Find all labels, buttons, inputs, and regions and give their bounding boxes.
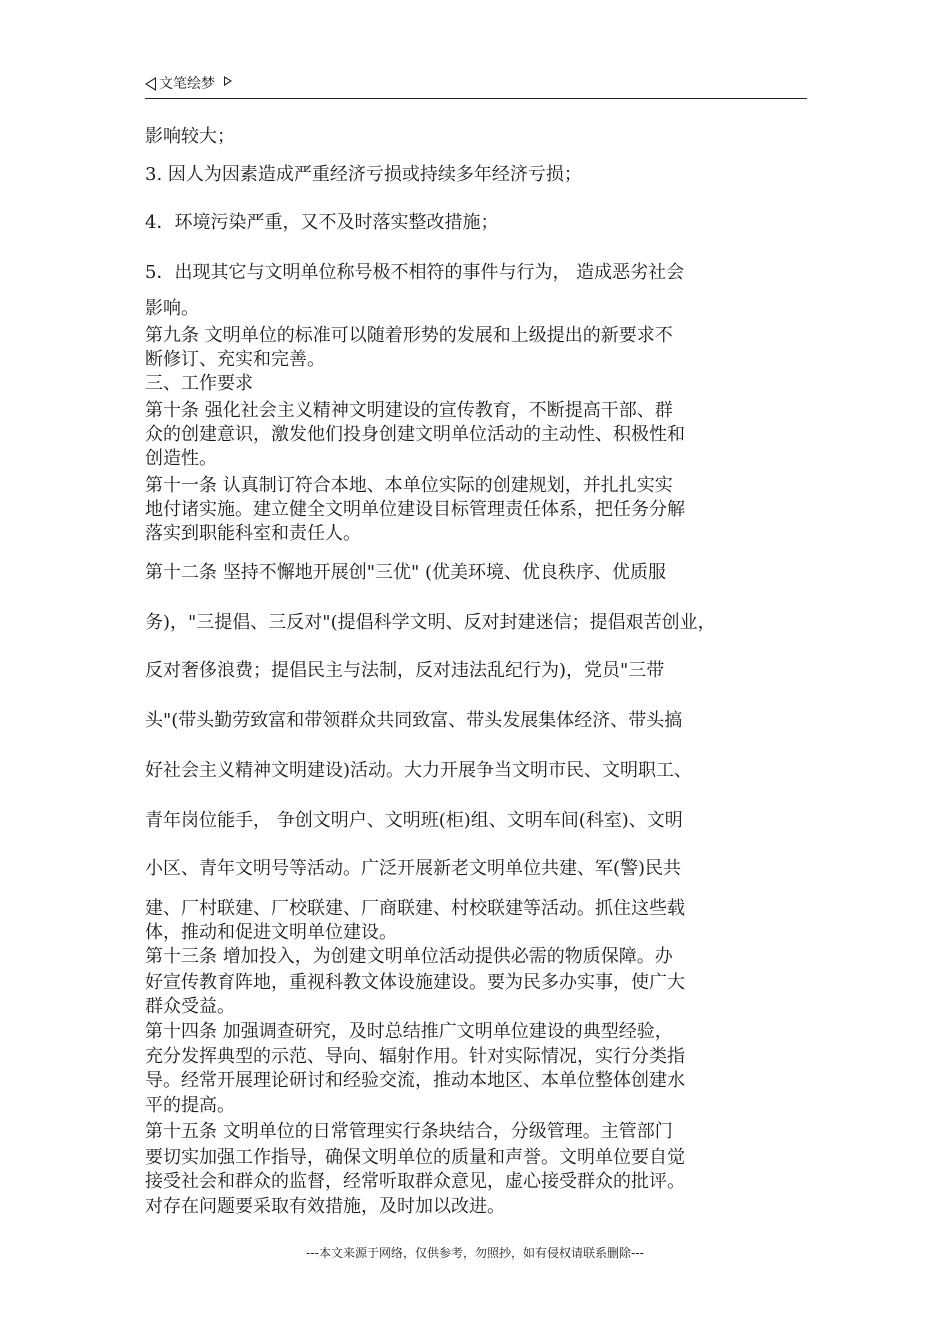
brand-name: 文笔绘梦 — [159, 76, 215, 92]
triangle-left-icon — [145, 77, 156, 91]
text-line: 5．出现其它与文明单位称号极不相符的事件与行为， 造成恶劣社会 — [145, 262, 685, 283]
page-footer: ---本文来源于网络，仅供参考，勿照抄，如有侵权请联系删除--- — [306, 1246, 644, 1260]
text-line: 务)，"三提倡、三反对"(提倡科学文明、反对封建迷信；提倡艰苦创业， — [145, 612, 716, 633]
text-line: 接受社会和群众的监督，经常听取群众意见，虚心接受群众的批评。 — [145, 1171, 685, 1192]
text-line: 三、工作要求 — [145, 373, 253, 394]
text-line: 第十三条 增加投入，为创建文明单位活动提供必需的物质保障。办 — [145, 946, 673, 967]
text-line: 第十二条 坚持不懈地开展创"三优" (优美环境、优良秩序、优质服 — [145, 562, 667, 583]
text-line: 反对奢侈浪费；提倡民主与法制，反对违法乱纪行为)，党员"三带 — [145, 660, 665, 681]
text-line: 要切实加强工作指导，确保文明单位的质量和声誉。文明单位要自觉 — [145, 1147, 685, 1168]
text-line: 充分发挥典型的示范、导向、辐射作用。针对实际情况，实行分类指 — [145, 1046, 685, 1067]
text-line: 第十五条 文明单位的日常管理实行条块结合，分级管理。主管部门 — [145, 1121, 673, 1142]
text-line: 头"(带头勤劳致富和带领群众共同致富、带头发展集体经济、带头搞 — [145, 710, 683, 731]
text-line: 影响。 — [145, 298, 199, 319]
text-line: 落实到职能科室和责任人。 — [145, 523, 361, 544]
text-line: 3. 因人为因素造成严重经济亏损或持续多年经济亏损； — [145, 164, 582, 185]
text-line: 影响较大； — [145, 126, 235, 147]
text-line: 导。经常开展理论研讨和经验交流，推动本地区、本单位整体创建水 — [145, 1070, 685, 1091]
text-line: 小区、青年文明号等活动。广泛开展新老文明单位共建、军(警)民共 — [145, 858, 682, 879]
text-line: 好宣传教育阵地，重视科教文体设施建设。要为民多办实事，使广大 — [145, 972, 685, 993]
text-line: 4．环境污染严重，又不及时落实整改措施； — [145, 212, 499, 233]
text-line: 地付诸实施。建立健全文明单位建设目标管理责任体系，把任务分解 — [145, 499, 685, 520]
text-line: 第十四条 加强调查研究，及时总结推广文明单位建设的典型经验， — [145, 1021, 673, 1042]
text-line: 创造性。 — [145, 448, 217, 469]
text-line: 好社会主义精神文明建设)活动。大力开展争当文明市民、文明职工、 — [145, 760, 693, 781]
text-line: 断修订、充实和完善。 — [145, 349, 325, 370]
text-line: 建、厂村联建、厂校联建、厂商联建、村校联建等活动。抓住这些载 — [145, 898, 685, 919]
header-brand — [145, 74, 232, 94]
text-line: 平的提高。 — [145, 1095, 235, 1116]
triangle-right-icon — [224, 76, 232, 86]
text-line: 第十条 强化社会主义精神文明建设的宣传教育，不断提高干部、群 — [145, 400, 673, 421]
text-line: 第十一条 认真制订符合本地、本单位实际的创建规划，并扎扎实实 — [145, 475, 673, 496]
text-line: 对存在问题要采取有效措施，及时加以改进。 — [145, 1196, 505, 1217]
page-header — [145, 74, 807, 99]
text-line: 众的创建意识，激发他们投身创建文明单位活动的主动性、积极性和 — [145, 424, 685, 445]
text-line: 体，推动和促进文明单位建设。 — [145, 922, 397, 943]
text-line: 青年岗位能手， 争创文明户、文明班(柜)组、文明车间(科室)、文明 — [145, 810, 683, 831]
text-line: 群众受益。 — [145, 996, 235, 1017]
text-line: 第九条 文明单位的标准可以随着形势的发展和上级提出的新要求不 — [145, 325, 673, 346]
